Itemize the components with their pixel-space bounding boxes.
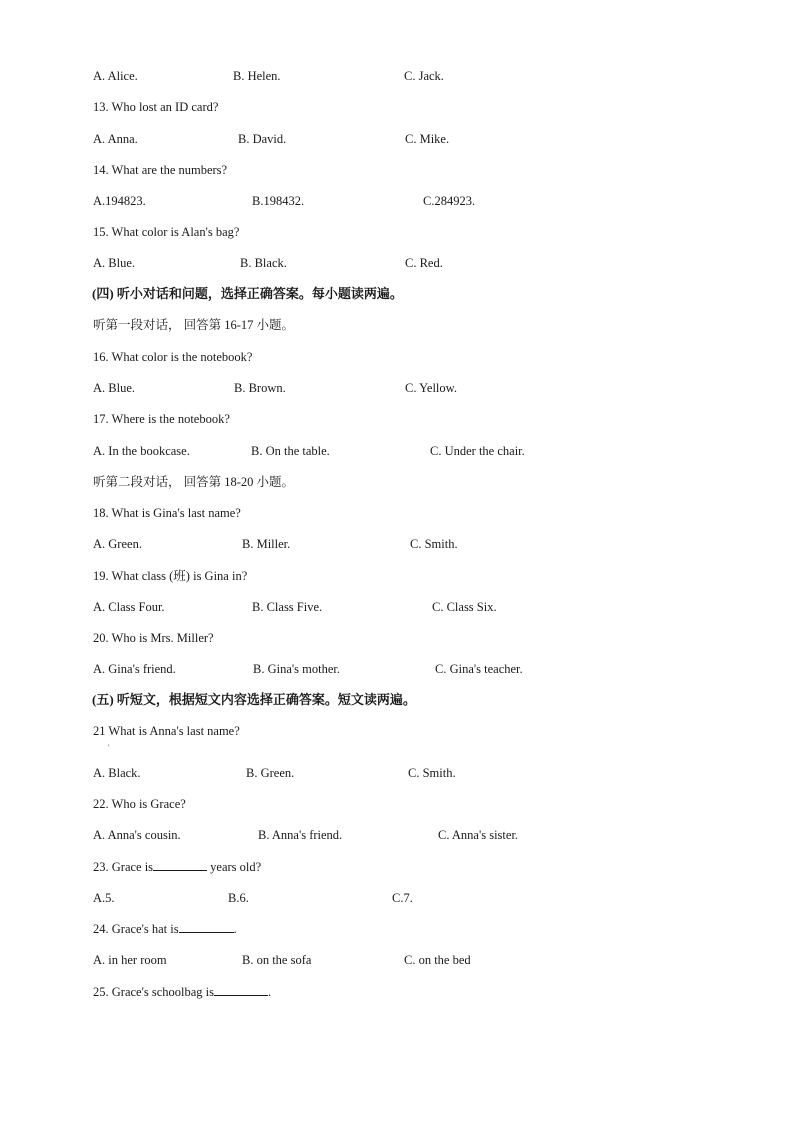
q23-option-c: C.7. <box>392 891 413 905</box>
q22-option-a: A. Anna's cousin. <box>93 828 181 842</box>
q24-answer-blank <box>179 921 234 933</box>
q25-prefix: 25. Grace's schoolbag is <box>93 985 214 999</box>
dialog-2-instruction: 听第二段对话， 回答第 18-20 小题。 <box>93 475 295 489</box>
q15-option-a: A. Blue. <box>93 256 136 270</box>
dialog-1-instruction: 听第一段对话， 回答第 16-17 小题。 <box>93 318 295 332</box>
q18-option-c: C. Smith. <box>410 537 458 551</box>
q16-question: 16. What color is the notebook? <box>93 350 253 364</box>
q21-option-b: B. Green. <box>246 766 295 780</box>
q21-option-a: A. Black. <box>93 766 141 780</box>
q23-prefix: 23. Grace is <box>93 860 154 874</box>
q23-suffix: years old? <box>207 860 262 874</box>
q19-question: 19. What class (班) is Gina in? <box>93 569 248 583</box>
q17-question: 17. Where is the notebook? <box>93 412 230 426</box>
stray-mark: ' <box>108 743 110 752</box>
q23-option-b: B.6. <box>228 891 249 905</box>
q22-question: 22. Who is Grace? <box>93 797 186 811</box>
q19-option-a: A. Class Four. <box>93 600 165 614</box>
q20-option-b: B. Gina's mother. <box>253 662 340 676</box>
q15-option-b: B. Black. <box>240 256 287 270</box>
q13-option-a: A. Anna. <box>93 132 138 146</box>
q22-option-c: C. Anna's sister. <box>438 828 519 842</box>
q24-prefix: 24. Grace's hat is <box>93 922 179 936</box>
q21-option-c: C. Smith. <box>408 766 456 780</box>
q18-question: 18. What is Gina's last name? <box>93 506 241 520</box>
q14-option-b: B.198432. <box>252 194 305 208</box>
q25-question <box>93 984 271 1000</box>
q22-option-b: B. Anna's friend. <box>258 828 343 842</box>
q16-option-b: B. Brown. <box>234 381 286 395</box>
q19-option-b: B. Class Five. <box>252 600 323 614</box>
q23-question <box>93 859 261 875</box>
q13-option-b: B. David. <box>238 132 287 146</box>
q14-option-c: C.284923. <box>423 194 476 208</box>
q12-option-b: B. Helen. <box>233 69 281 83</box>
q25-suffix: . <box>267 985 272 999</box>
q24-option-a: A. in her room <box>93 953 167 967</box>
q15-option-c: C. Red. <box>405 256 443 270</box>
section-4-heading: (四) 听小对话和问题，选择正确答案。每小题读两遍。 <box>92 286 403 301</box>
q14-question: 14. What are the numbers? <box>93 163 228 177</box>
q13-question: 13. Who lost an ID card? <box>93 100 219 114</box>
q17-option-b: B. On the table. <box>251 444 330 458</box>
q24-option-b: B. on the sofa <box>242 953 312 967</box>
q21-question: 21 What is Anna's last name? <box>93 724 240 738</box>
q20-option-a: A. Gina's friend. <box>93 662 176 676</box>
q23-option-a: A.5. <box>93 891 115 905</box>
q24-suffix: . <box>233 922 237 936</box>
q15-question: 15. What color is Alan's bag? <box>93 225 240 239</box>
q17-option-c: C. Under the chair. <box>430 444 525 458</box>
q19-option-c: C. Class Six. <box>432 600 497 614</box>
q20-question: 20. Who is Mrs. Miller? <box>93 631 214 645</box>
q14-option-a: A.194823. <box>93 194 146 208</box>
q16-option-a: A. Blue. <box>93 381 136 395</box>
q17-option-a: A. In the bookcase. <box>93 444 190 458</box>
q24-option-c: C. on the bed <box>404 953 471 967</box>
q20-option-c: C. Gina's teacher. <box>435 662 523 676</box>
q12-option-a: A. Alice. <box>93 69 138 83</box>
q23-answer-blank <box>153 859 207 871</box>
q13-option-c: C. Mike. <box>405 132 450 146</box>
section-5-heading: (五) 听短文，根据短文内容选择正确答案。短文读两遍。 <box>92 692 416 707</box>
q18-option-a: A. Green. <box>93 537 142 551</box>
q16-option-c: C. Yellow. <box>405 381 457 395</box>
q12-option-c: C. Jack. <box>404 69 444 83</box>
q24-question <box>93 921 237 937</box>
q25-answer-blank <box>214 984 268 996</box>
q18-option-b: B. Miller. <box>242 537 291 551</box>
